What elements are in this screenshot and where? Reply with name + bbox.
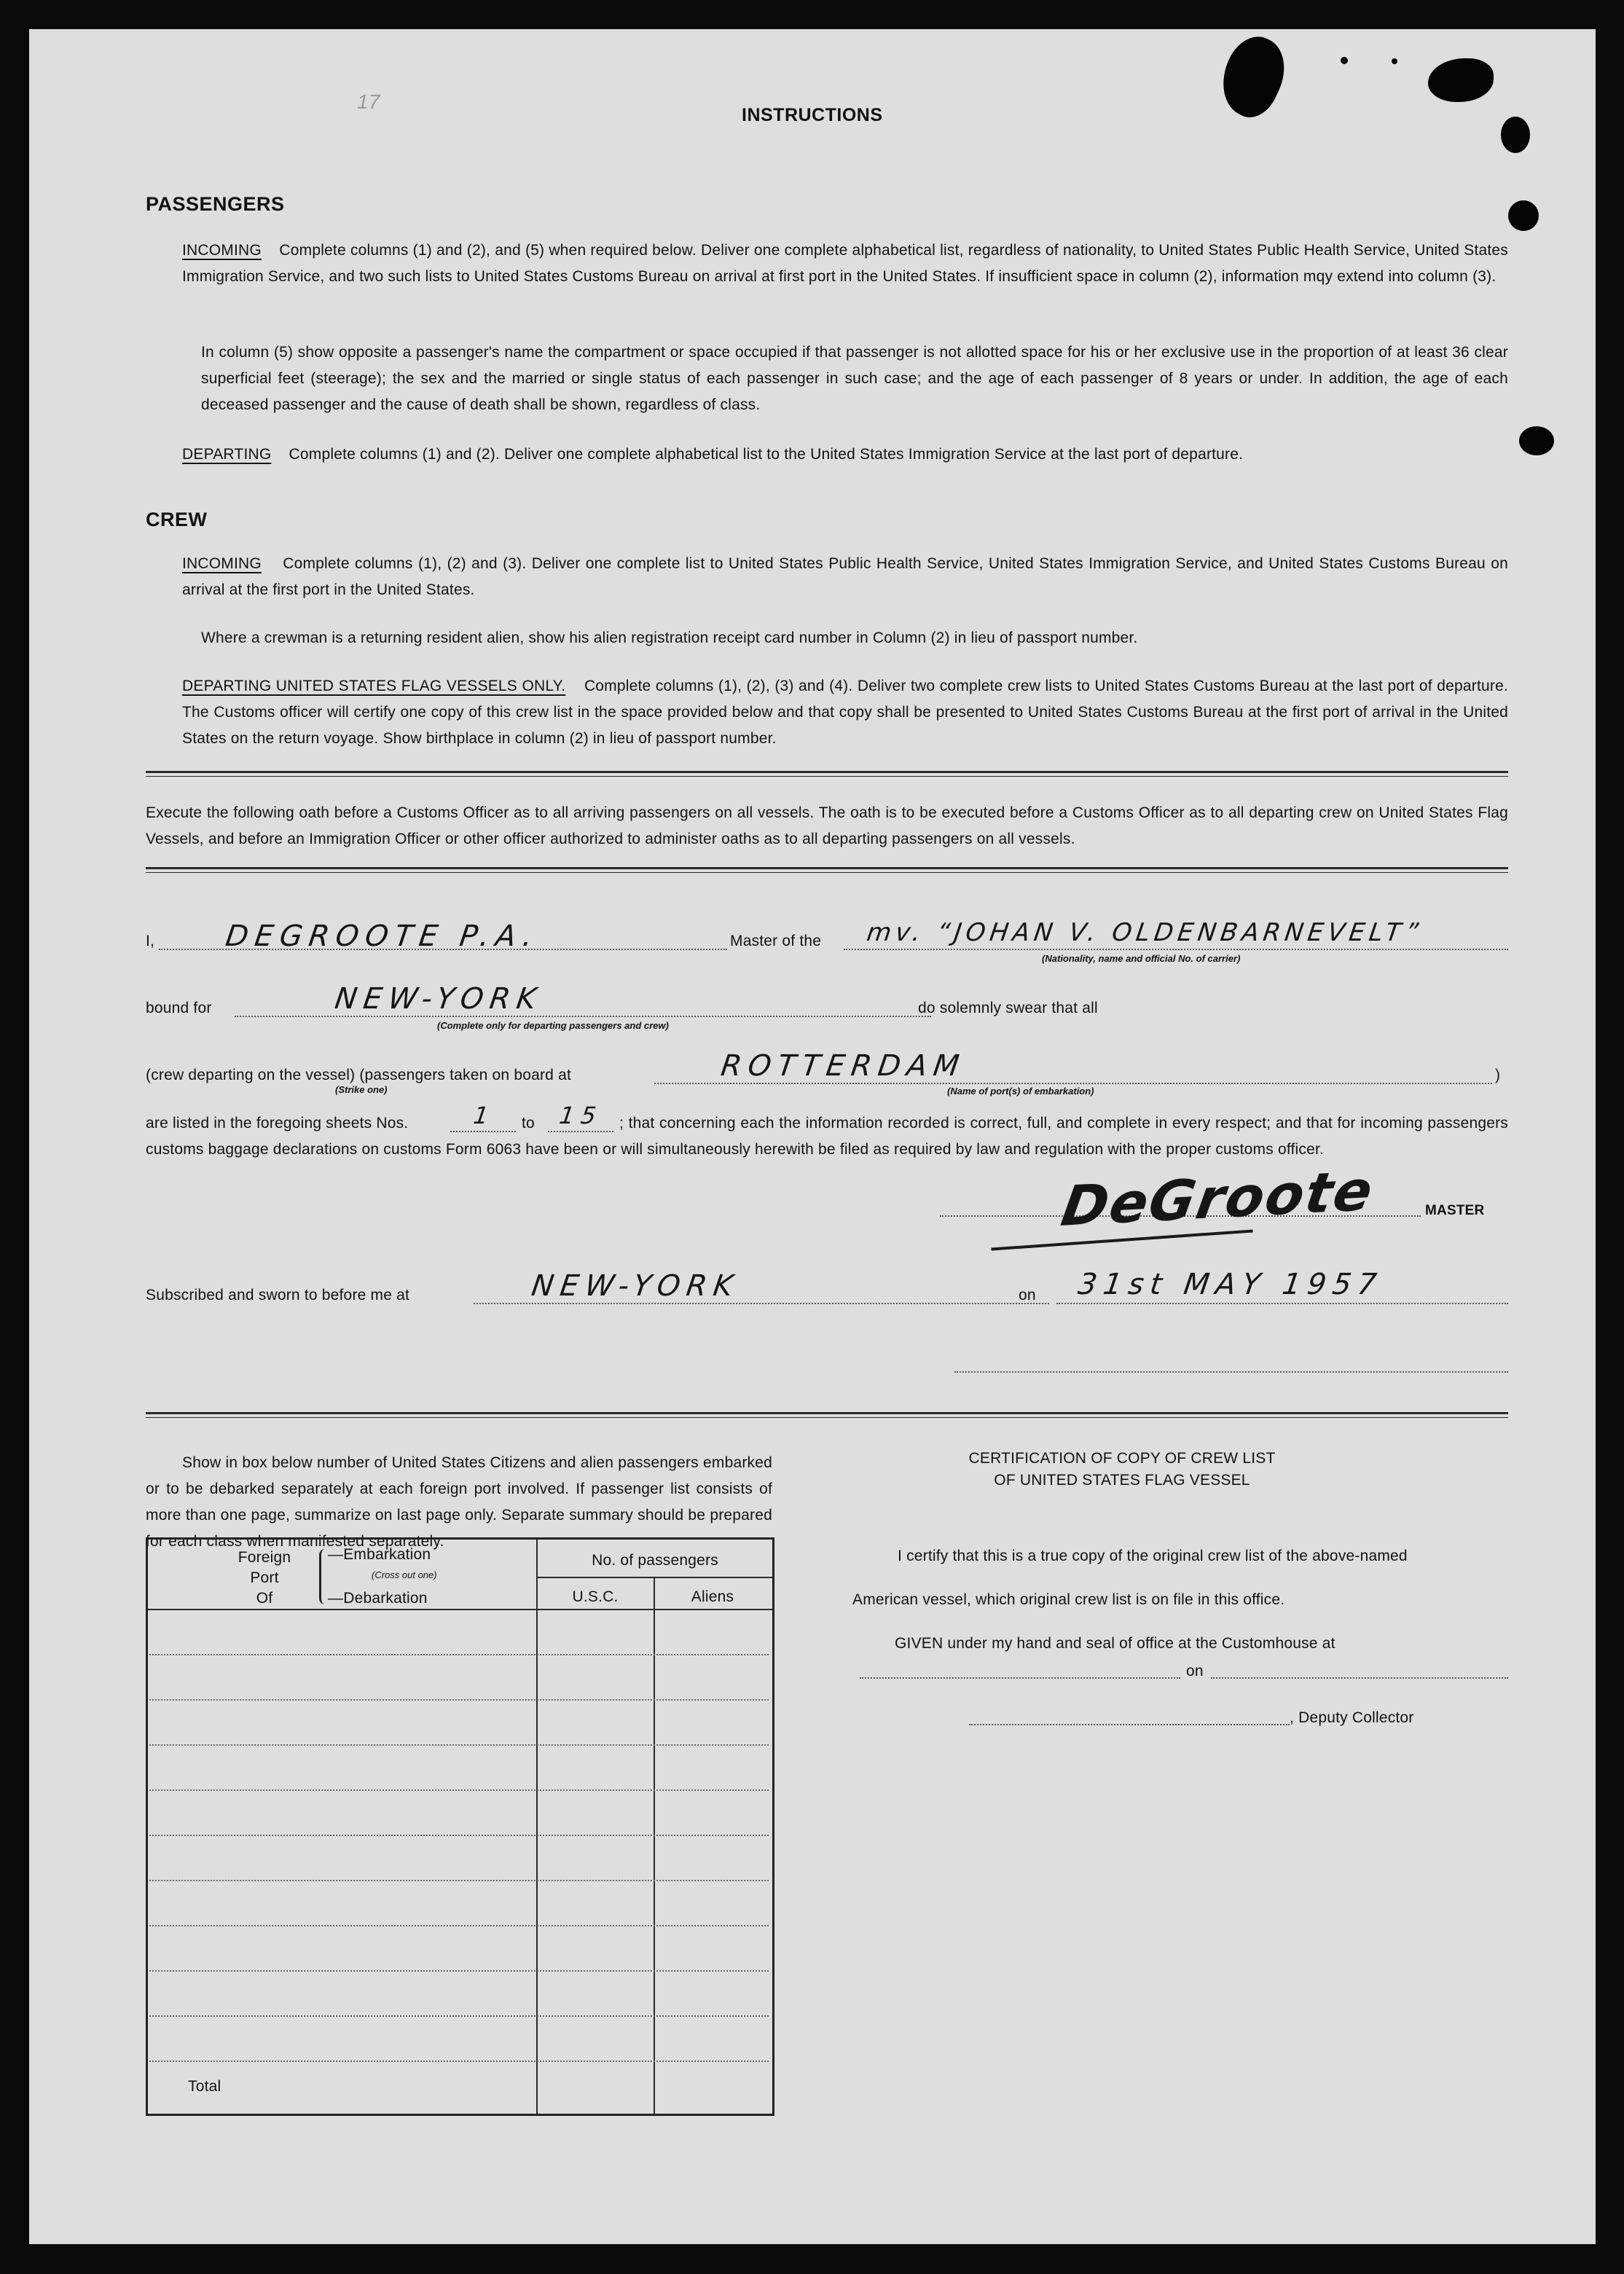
master-of-label: Master of the	[730, 933, 822, 949]
ink-blot	[1501, 117, 1530, 153]
oath-i-label: I,	[146, 933, 155, 949]
passengers-incoming-label: INCOMING	[182, 242, 262, 259]
table-row	[149, 2061, 769, 2062]
section-divider	[146, 1417, 1508, 1418]
table-row	[149, 1699, 769, 1701]
strike-caption: (Strike one)	[335, 1084, 388, 1095]
aliens-header: Aliens	[691, 1588, 734, 1605]
passengers-incoming-paragraph	[182, 238, 1508, 290]
sheet-to-handwritten: 15	[557, 1102, 605, 1129]
page-mark: 17	[357, 90, 380, 113]
ink-blot	[1428, 58, 1494, 102]
section-divider	[146, 771, 1508, 773]
ink-blot	[1508, 200, 1539, 231]
crew-resident-paragraph: Where a crewman is a returning resident alien, show his alien registration receipt card number in Column (2) in lieu of passport number.	[201, 630, 1138, 646]
col-of: Of	[256, 1590, 273, 1607]
total-label: Total	[188, 2078, 221, 2095]
cross-out-note: (Cross out one)	[372, 1569, 437, 1580]
certification-date-line	[1211, 1677, 1508, 1679]
certification-title-line1: CERTIFICATION OF COPY OF CREW LIST	[968, 1450, 1276, 1467]
table-row	[149, 2015, 769, 2017]
vessel-line	[844, 949, 1508, 950]
summary-instructions: Show in box below number of United States Citizens and alien passengers embarked or to be debarked separately at each foreign port involved. If passenger list consists of more than one page, summarize on last page only. Separate summary should be prepared for each class when manifested separately.	[146, 1454, 772, 1550]
table-row	[149, 1970, 769, 1972]
certification-line2: American vessel, which original crew list is on file in this office.	[852, 1591, 1285, 1608]
passengers-incoming-text: Complete columns (1) and (2), and (5) when required below. Deliver one complete alphabetical list, regardless of nationality, to United States Public Health Service, United States Immigration Service, and two such lists to United States Customs Bureau on arrival at first port in the United States. If insufficient space in column (2), information mqy extend into column (3).	[182, 242, 1508, 285]
certification-line1: I certify that this is a true copy of the original crew list of the above-named	[898, 1548, 1408, 1564]
subscribed-label: Subscribed and sworn to before me at	[146, 1287, 410, 1303]
crew-incoming-paragraph	[182, 551, 1508, 603]
certification-title-line2: OF UNITED STATES FLAG VESSEL	[994, 1472, 1250, 1489]
certification-line3: GIVEN under my hand and seal of office at the Customhouse at	[895, 1635, 1335, 1652]
embarkation-option: —Embarkation	[328, 1546, 431, 1563]
table-row	[149, 1789, 769, 1791]
crew-departing-text: Complete columns (1), (2), (3) and (4). Deliver two complete crew lists to United States Customs Bureau at the last port of departure. The Customs officer will certify one copy of this crew list in the space provided below and that copy shall be presented to United States Customs Bureau at the first port of arrival in the United States on the return voyage. Show birthplace in column (2) in lieu of passport number.	[182, 678, 1509, 747]
crew-departing-label: DEPARTING UNITED STATES FLAG VESSELS ONLY.	[182, 678, 566, 694]
header-divider	[536, 1577, 772, 1578]
crew-incoming-label: INCOMING	[182, 555, 262, 572]
column-divider	[536, 1540, 538, 2114]
column-divider	[654, 1578, 655, 2114]
section-divider	[146, 1412, 1508, 1414]
bound-for-label: bound for	[146, 1000, 212, 1016]
officer-signature-line	[954, 1371, 1508, 1373]
embark-port-handwritten: ROTTERDAM	[718, 1049, 968, 1083]
on-label: on	[1019, 1287, 1036, 1303]
passengers-departing-paragraph	[182, 442, 1508, 468]
deputy-signature-line	[969, 1724, 1290, 1725]
vessel-caption: (Nationality, name and official No. of carrier)	[1042, 953, 1241, 964]
document-page	[29, 29, 1596, 2244]
sheet-to-label: to	[522, 1115, 535, 1132]
sworn-date-handwritten: 31st MAY 1957	[1075, 1268, 1386, 1301]
customhouse-line	[860, 1677, 1180, 1679]
sheet-from-handwritten: 1	[471, 1102, 498, 1129]
embark-caption: (Name of port(s) of embarkation)	[947, 1086, 1094, 1097]
bound-for-handwritten: NEW-YORK	[332, 982, 545, 1016]
passengers-header: No. of passengers	[592, 1552, 718, 1569]
sworn-date-line	[1056, 1303, 1508, 1304]
crew-passengers-label: (crew departing on the vessel) (passengers taken on board at	[146, 1067, 571, 1083]
passenger-summary-box	[146, 1537, 774, 2116]
col-port: Port	[250, 1569, 279, 1586]
deputy-collector-label: , Deputy Collector	[1290, 1709, 1414, 1726]
debarkation-option: —Debarkation	[328, 1590, 428, 1607]
table-row	[149, 1744, 769, 1746]
master-name-handwritten: DEGROOTE P.A.	[223, 920, 541, 953]
crew-heading: CREW	[146, 509, 208, 530]
col-foreign: Foreign	[238, 1549, 291, 1566]
passengers-heading: PASSENGERS	[146, 193, 285, 215]
table-row	[149, 1925, 769, 1926]
ink-blot	[1210, 29, 1297, 125]
bound-caption: (Complete only for departing passengers and crew)	[437, 1020, 669, 1031]
vessel-name-handwritten: mv. “JOHAN V. OLDENBARNEVELT”	[865, 918, 1425, 947]
passengers-departing-label: DEPARTING	[182, 446, 272, 463]
instructions-title: INSTRUCTIONS	[742, 105, 883, 125]
sworn-at-line	[474, 1303, 1049, 1304]
swear-label: do solemnly swear that all	[918, 1000, 1098, 1016]
usc-header: U.S.C.	[572, 1588, 619, 1605]
sworn-at-handwritten: NEW-YORK	[529, 1269, 742, 1303]
crew-departing-paragraph	[182, 673, 1508, 752]
section-divider	[146, 867, 1508, 869]
master-label: MASTER	[1425, 1203, 1485, 1218]
ink-blot	[1392, 58, 1397, 64]
close-paren: )	[1495, 1067, 1501, 1083]
sheets-rest-text: ; that concerning each the information recorded is correct, full, and complete in every respect; and that for incoming passengers customs baggage declarations on customs Form 6063 have been or will simultaneously herewith be filed as required by law and regulation with the proper customs officer.	[146, 1115, 1508, 1158]
sheets-label: are listed in the foregoing sheets Nos.	[146, 1115, 409, 1132]
crew-incoming-text: Complete columns (1), (2) and (3). Deliver one complete list to United States Public Health Service, United States Immigration Service, and United States Customs Bureau on arrival at the first port in the United States.	[182, 555, 1509, 598]
section-divider	[146, 776, 1508, 777]
oath-intro: Execute the following oath before a Customs Officer as to all arriving passengers on all vessels. The oath is to be executed before a Customs Officer as to all departing crew on United States Flag Vessels, and before an Immigration Officer or other officer authorized to administer oaths as to all departing passengers on all vessels.	[146, 804, 1508, 847]
ink-blot	[1341, 57, 1348, 64]
section-divider	[146, 872, 1508, 873]
embark-port-line	[654, 1083, 1492, 1084]
certification-on-label: on	[1186, 1663, 1204, 1679]
column5-paragraph: In column (5) show opposite a passenger's name the compartment or space occupied if that passenger is not allotted space for his or her exclusive use in the proportion of at least 36 clear superficial feet (steerage); the sex and the married or single status of each passenger in such case; and the age of each passenger of 8 years or under. In addition, the age of each deceased passenger and the cause of death shall be shown, regardless of class.	[201, 344, 1508, 413]
passengers-departing-text: Complete columns (1) and (2). Deliver one complete alphabetical list to the United States Immigration Service at the last port of departure.	[289, 446, 1244, 463]
master-signature: DeGroote	[1056, 1157, 1378, 1239]
table-row	[149, 1654, 769, 1655]
table-row	[149, 1880, 769, 1881]
table-row	[149, 1835, 769, 1836]
bound-for-line	[235, 1016, 931, 1017]
ink-blot	[1519, 426, 1554, 455]
